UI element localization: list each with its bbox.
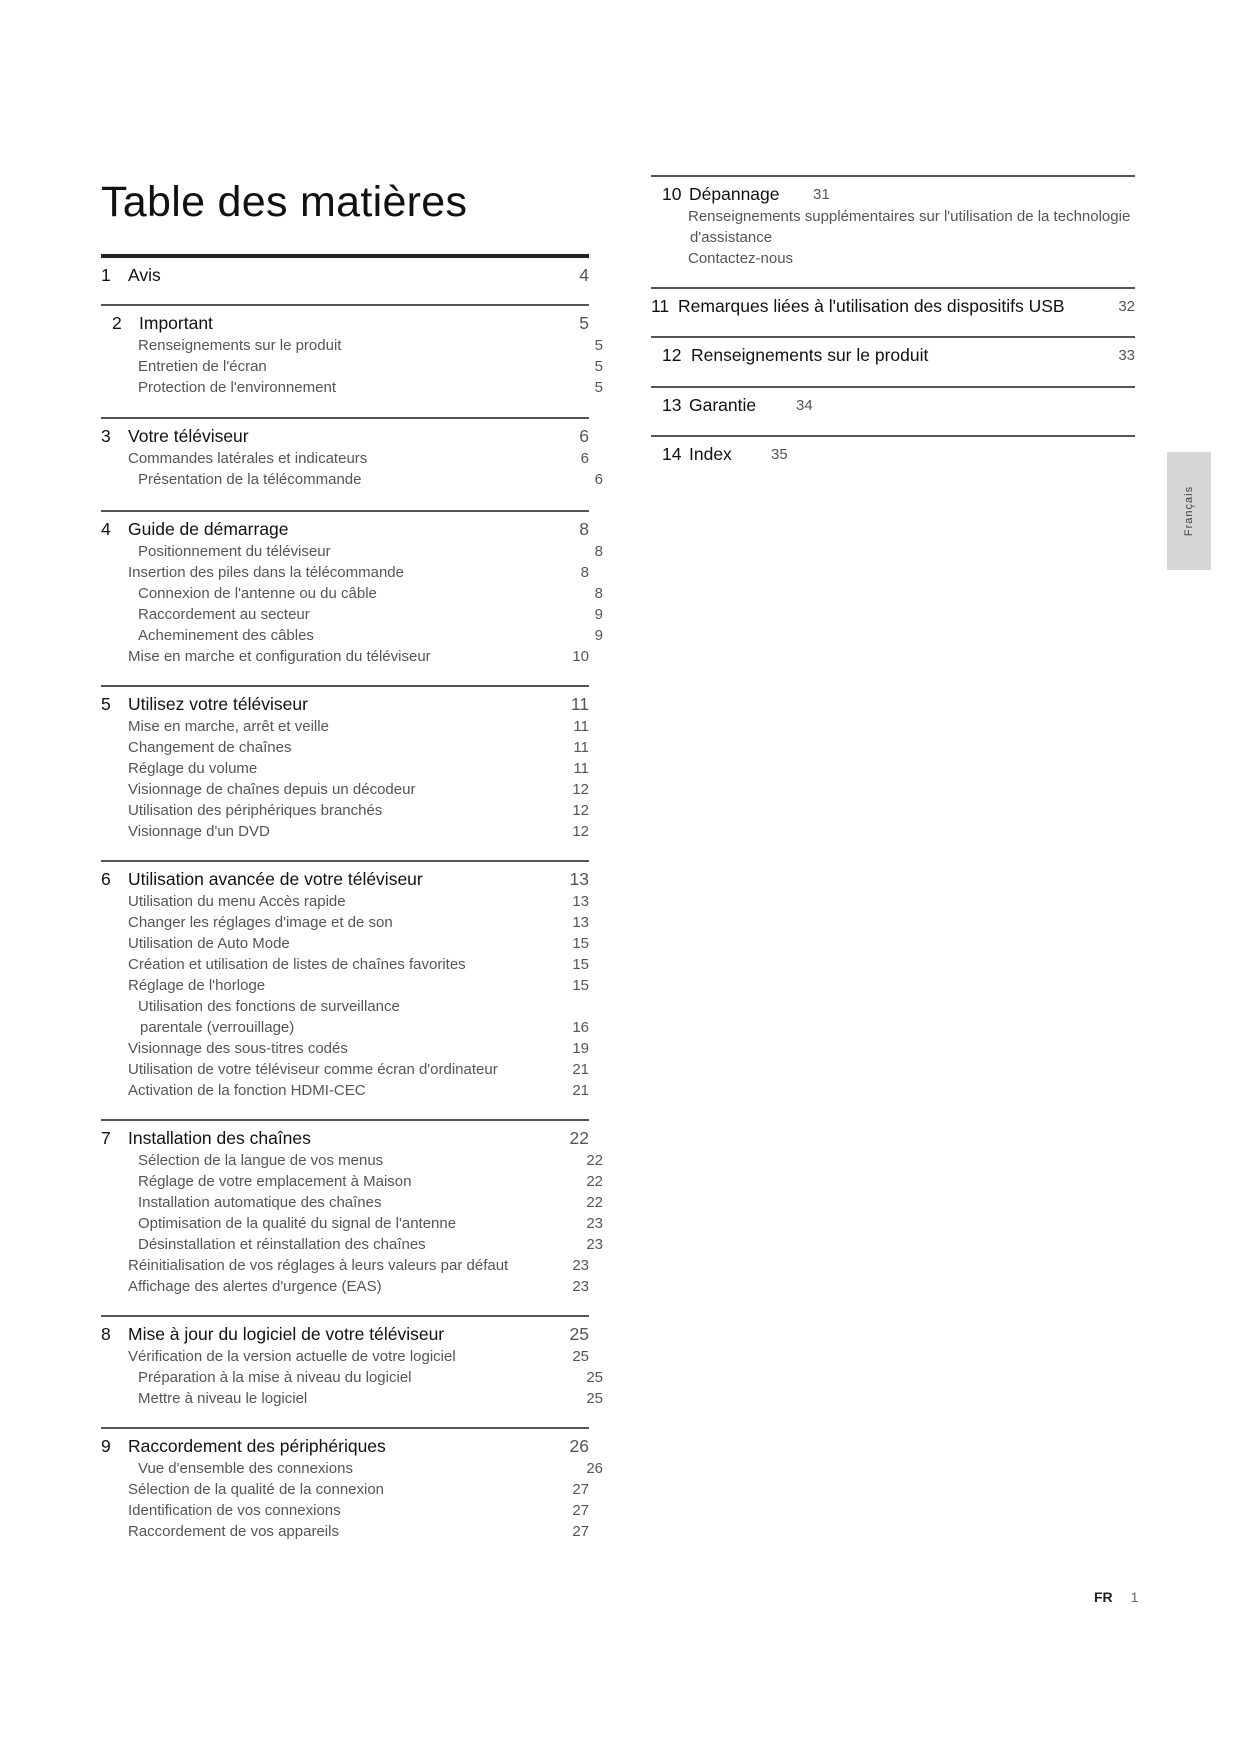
page-footer	[1094, 1589, 1138, 1605]
toc-item[interactable]: Identification de vos connexions 27	[128, 1502, 589, 1519]
toc-section-12	[651, 336, 1135, 367]
toc-heading[interactable]: 6 Utilisation avancée de votre téléviseur 13	[101, 869, 589, 889]
toc-item[interactable]: Acheminement des câbles 9	[138, 627, 603, 644]
toc-section-8	[101, 1315, 603, 1409]
toc-section-5	[101, 685, 589, 842]
toc-section-13	[651, 386, 1135, 417]
toc-section-14	[651, 435, 1135, 466]
toc-item[interactable]: Visionnage des sous-titres codés 19	[128, 1040, 589, 1057]
toc-item[interactable]: Optimisation de la qualité du signal de l'antenne 23	[138, 1215, 603, 1232]
toc-item[interactable]: parentale (verrouillage) 16	[140, 1019, 589, 1036]
toc-section-2	[101, 304, 603, 398]
toc-item[interactable]: Activation de la fonction HDMI-CEC 21	[128, 1082, 589, 1099]
toc-item[interactable]: Sélection de la langue de vos menus 22	[138, 1152, 603, 1169]
toc-item[interactable]: Commandes latérales et indicateurs 6	[128, 450, 589, 467]
toc-item[interactable]: Utilisation des fonctions de surveillance	[138, 998, 400, 1015]
toc-heading[interactable]: 12 Renseignements sur le produit 33	[662, 345, 1135, 365]
toc-item[interactable]: Connexion de l'antenne ou du câble 8	[138, 585, 603, 602]
toc-item[interactable]: Utilisation de votre téléviseur comme écran d'ordinateur 21	[128, 1061, 589, 1078]
footer-language-code: FR	[1094, 1589, 1113, 1605]
toc-item[interactable]: Réglage du volume 11	[128, 760, 589, 777]
toc-section-1	[101, 254, 589, 287]
toc-heading[interactable]: 4 Guide de démarrage 8	[101, 519, 589, 539]
toc-item[interactable]: Affichage des alertes d'urgence (EAS) 23	[128, 1278, 589, 1295]
toc-item[interactable]: Création et utilisation de listes de chaînes favorites 15	[128, 956, 589, 973]
toc-item[interactable]: Raccordement de vos appareils 27	[128, 1523, 589, 1540]
toc-item[interactable]: Utilisation du menu Accès rapide 13	[128, 893, 589, 910]
toc-section-10	[651, 175, 1135, 269]
toc-heading[interactable]: 14 Index 35	[662, 444, 788, 464]
toc-item[interactable]: Changement de chaînes 11	[128, 739, 589, 756]
toc-item[interactable]: Préparation à la mise à niveau du logiciel 25	[138, 1369, 603, 1386]
toc-item[interactable]: Raccordement au secteur 9	[138, 606, 603, 623]
toc-section-4	[101, 510, 603, 667]
toc-section-7	[101, 1119, 603, 1297]
toc-item[interactable]: Renseignements supplémentaires sur l'utilisation de la technologie	[688, 208, 1131, 225]
toc-item[interactable]: d'assistance	[690, 229, 773, 246]
toc-item[interactable]: Installation automatique des chaînes 22	[138, 1194, 603, 1211]
toc-item[interactable]: Contactez-nous	[688, 250, 794, 267]
toc-item[interactable]: Utilisation de Auto Mode 15	[128, 935, 589, 952]
toc-item[interactable]: Mise en marche, arrêt et veille 11	[128, 718, 589, 735]
toc-section-11	[651, 287, 1135, 318]
toc-section-3	[101, 417, 603, 490]
toc-heading[interactable]: 1 Avis 4	[101, 265, 589, 285]
toc-item[interactable]: Positionnement du téléviseur 8	[138, 543, 603, 560]
toc-item[interactable]: Vérification de la version actuelle de votre logiciel 25	[128, 1348, 589, 1365]
toc-section-6	[101, 860, 589, 1101]
toc-heading[interactable]: 11 Remarques liées à l'utilisation des dispositifs USB 32	[651, 296, 1135, 316]
page-title: Table des matières	[101, 178, 468, 226]
language-tab-label: Français	[1183, 485, 1195, 537]
toc-item[interactable]: Renseignements sur le produit 5	[138, 337, 603, 354]
toc-item[interactable]: Visionnage de chaînes depuis un décodeur 12	[128, 781, 589, 798]
toc-item[interactable]: Utilisation des périphériques branchés 12	[128, 802, 589, 819]
footer-page-number: 1	[1130, 1589, 1139, 1605]
toc-item[interactable]: Changer les réglages d'image et de son 13	[128, 914, 589, 931]
toc-section-9	[101, 1427, 603, 1542]
toc-heading[interactable]: 2 Important 5	[112, 313, 589, 333]
toc-item[interactable]: Entretien de l'écran 5	[138, 358, 603, 375]
toc-item[interactable]: Présentation de la télécommande 6	[138, 471, 603, 488]
toc-heading[interactable]: 7 Installation des chaînes 22	[101, 1128, 589, 1148]
toc-heading[interactable]: 8 Mise à jour du logiciel de votre téléviseur 25	[101, 1324, 589, 1344]
toc-heading[interactable]: 10 Dépannage 31	[662, 184, 830, 204]
toc-heading[interactable]: 9 Raccordement des périphériques 26	[101, 1436, 589, 1456]
toc-item[interactable]: Mise en marche et configuration du téléviseur 10	[128, 648, 589, 665]
toc-item[interactable]: Vue d'ensemble des connexions 26	[138, 1460, 603, 1477]
toc-item[interactable]: Désinstallation et réinstallation des chaînes 23	[138, 1236, 603, 1253]
language-tab[interactable]	[1167, 452, 1211, 570]
toc-item[interactable]: Sélection de la qualité de la connexion 27	[128, 1481, 589, 1498]
toc-item[interactable]: Réglage de l'horloge 15	[128, 977, 589, 994]
toc-item[interactable]: Mettre à niveau le logiciel 25	[138, 1390, 603, 1407]
toc-item[interactable]: Visionnage d'un DVD 12	[128, 823, 589, 840]
toc-item[interactable]: Réinitialisation de vos réglages à leurs valeurs par défaut 23	[128, 1257, 589, 1274]
toc-heading[interactable]: 3 Votre téléviseur 6	[101, 426, 589, 446]
toc-heading[interactable]: 13 Garantie 34	[662, 395, 813, 415]
toc-item[interactable]: Réglage de votre emplacement à Maison 22	[138, 1173, 603, 1190]
toc-item[interactable]: Insertion des piles dans la télécommande 8	[128, 564, 589, 581]
toc-heading[interactable]: 5 Utilisez votre téléviseur 11	[101, 694, 589, 714]
toc-item[interactable]: Protection de l'environnement 5	[138, 379, 603, 396]
